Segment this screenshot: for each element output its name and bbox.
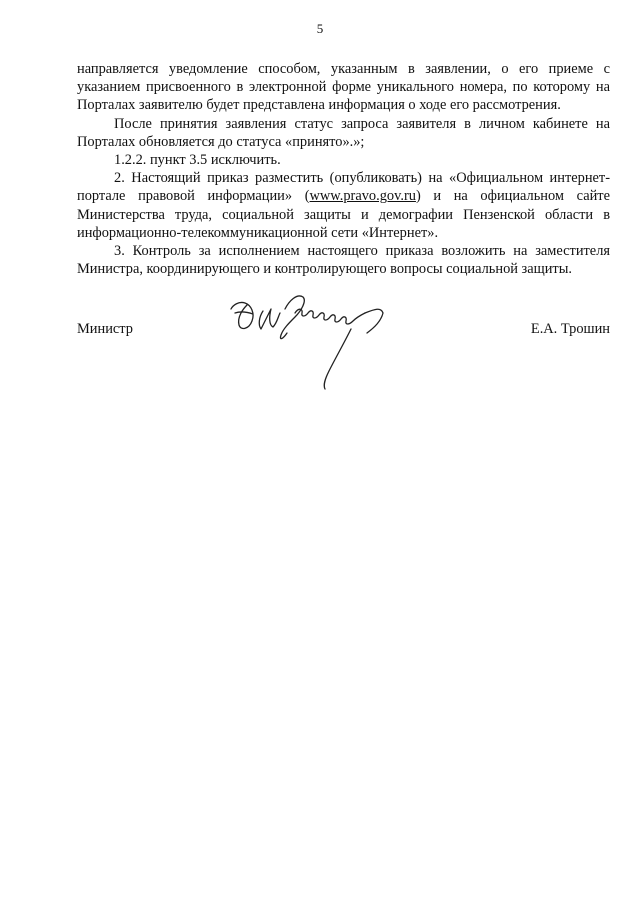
publication-text-start: 2. Настоящий приказ разместить (опубликовать) на «Официальном интернет-портале правовой информации» (: [77, 170, 610, 205]
signatory-title: Министр: [77, 321, 133, 337]
paragraph-publication: [77, 169, 610, 242]
paragraph-control: 3. Контроль за исполнением настоящего приказа возложить на заместителя Министра, координирующего и контролирующего вопросы социальной защиты.: [77, 243, 610, 278]
handwritten-signature: [225, 283, 395, 393]
publication-text-end: ) и на официальном сайте Министерства труда, социальной защиты и демографии Пензенской области в информационно-телекоммуникационной сети «Интернет».: [77, 188, 610, 241]
paragraph-status: После принятия заявления статус запроса заявителя в личном кабинете на Порталах обновляется до статуса «принято».»;: [77, 115, 610, 150]
page-number: 5: [316, 21, 324, 36]
document-body: [77, 60, 610, 278]
signatory-name: Е.А. Трошин: [530, 321, 610, 337]
pravo-link[interactable]: www.pravo.gov.ru: [309, 188, 416, 205]
paragraph-item-1-2-2: 1.2.2. пункт 3.5 исключить.: [114, 152, 281, 169]
paragraph-notification: направляется уведомление способом, указанным в заявлении, о его приеме с указанием присвоенного в электронной форме уникального номера, по которому на Порталах заявителю будет представлена информация о ходе его рассмотрения.: [77, 61, 610, 114]
